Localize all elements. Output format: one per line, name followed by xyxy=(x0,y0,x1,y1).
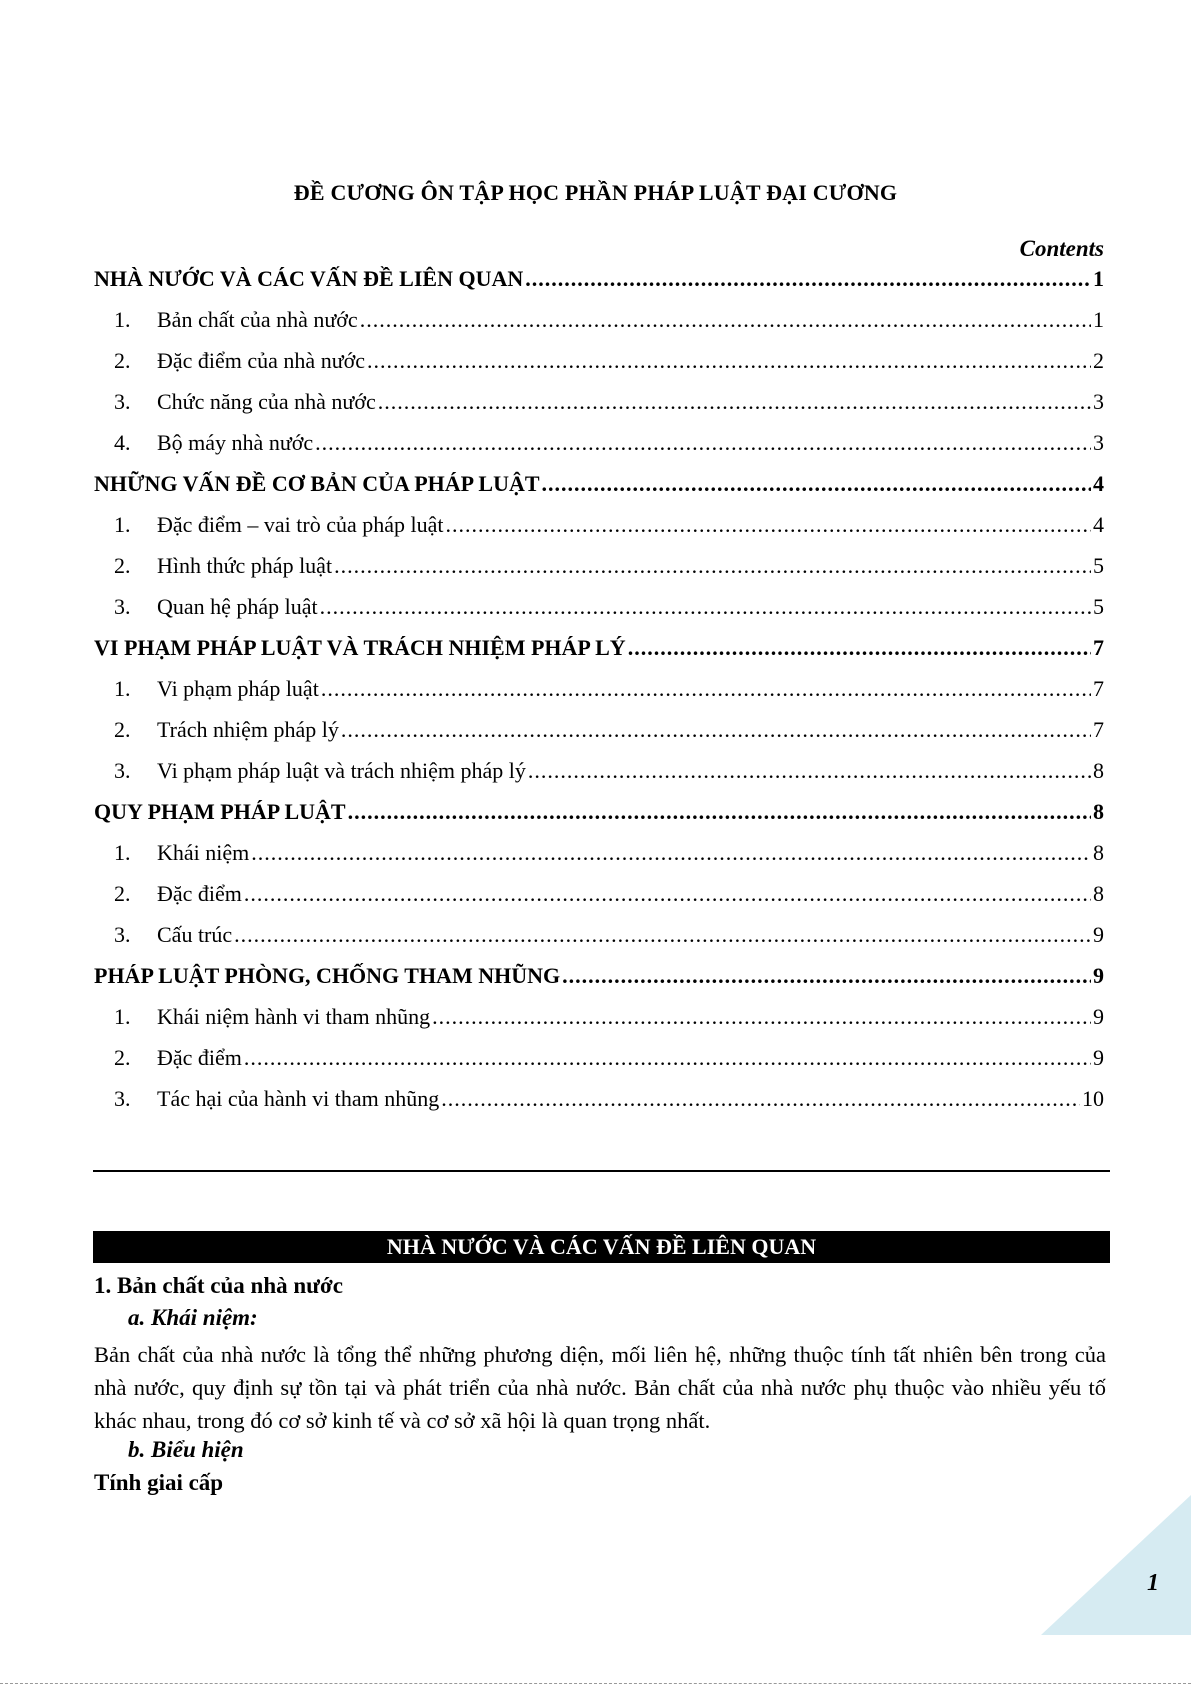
toc-entry-number: 3. xyxy=(114,922,131,947)
toc-entry-title: PHÁP LUẬT PHÒNG, CHỐNG THAM NHŨNG xyxy=(94,963,561,988)
toc-page-number: 8 xyxy=(1093,799,1104,824)
toc-subentry[interactable] xyxy=(94,1086,1104,1127)
toc-dot-leader xyxy=(320,594,1091,620)
toc-entry-number: 1. xyxy=(114,307,131,332)
toc-entry-title: Vi phạm pháp luật xyxy=(157,676,319,701)
toc-page-number: 7 xyxy=(1093,635,1104,660)
toc-section-entry[interactable] xyxy=(94,635,1104,676)
toc-page-number: 4 xyxy=(1093,471,1104,496)
toc-page-number: 10 xyxy=(1082,1086,1104,1111)
document-title: ĐỀ CƯƠNG ÔN TẬP HỌC PHẦN PHÁP LUẬT ĐẠI CƯƠNG xyxy=(293,180,898,205)
toc-dot-leader xyxy=(348,799,1091,825)
toc-subentry[interactable] xyxy=(94,717,1104,758)
toc-page-number: 1 xyxy=(1093,266,1104,291)
toc-entry-number: 1. xyxy=(114,1004,131,1029)
toc-subentry[interactable] xyxy=(94,348,1104,389)
subheading-b: b. Biểu hiện xyxy=(128,1437,244,1462)
toc-dot-leader xyxy=(562,963,1091,989)
page-bottom-edge xyxy=(0,1683,1191,1684)
horizontal-divider xyxy=(93,1170,1110,1172)
contents-label: Contents xyxy=(1019,236,1104,261)
toc-dot-leader xyxy=(234,922,1091,948)
toc-page-number: 8 xyxy=(1093,758,1104,783)
toc-entry-title: QUY PHẠM PHÁP LUẬT xyxy=(94,799,346,824)
toc-dot-leader xyxy=(378,389,1091,415)
toc-section-entry[interactable] xyxy=(94,799,1104,840)
toc-page-number: 9 xyxy=(1093,922,1104,947)
toc-section-entry[interactable] xyxy=(94,963,1104,1004)
subheading-a: a. Khái niệm: xyxy=(128,1305,258,1330)
toc-dot-leader xyxy=(446,512,1091,538)
toc-entry-number: 1. xyxy=(114,840,131,865)
toc-page-number: 8 xyxy=(1093,881,1104,906)
toc-subentry[interactable] xyxy=(94,553,1104,594)
toc-dot-leader xyxy=(251,840,1091,866)
toc-entry-title: Đặc điểm xyxy=(157,1045,242,1070)
toc-subentry[interactable] xyxy=(94,758,1104,799)
toc-subentry[interactable] xyxy=(94,594,1104,635)
toc-dot-leader xyxy=(341,717,1091,743)
page-number: 1 xyxy=(1147,1570,1159,1596)
toc-entry-title: Bản chất của nhà nước xyxy=(157,307,358,332)
toc-entry-number: 2. xyxy=(114,1045,131,1070)
toc-subentry[interactable] xyxy=(94,1004,1104,1045)
toc-entry-number: 3. xyxy=(114,594,131,619)
toc-entry-title: Khái niệm xyxy=(157,840,250,865)
toc-entry-title: Chức năng của nhà nước xyxy=(157,389,376,414)
toc-dot-leader xyxy=(315,430,1091,456)
toc-subentry[interactable] xyxy=(94,922,1104,963)
toc-entry-title: Vi phạm pháp luật và trách nhiệm pháp lý xyxy=(157,758,526,783)
toc-dot-leader xyxy=(628,635,1091,661)
toc-entry-number: 1. xyxy=(114,512,131,537)
toc-page-number: 7 xyxy=(1093,717,1104,742)
toc-dot-leader xyxy=(441,1086,1080,1112)
toc-page-number: 7 xyxy=(1093,676,1104,701)
toc-dot-leader xyxy=(525,266,1091,292)
toc-subentry[interactable] xyxy=(94,1045,1104,1086)
toc-entry-title: Đặc điểm xyxy=(157,881,242,906)
toc-entry-number: 2. xyxy=(114,348,131,373)
toc-entry-number: 3. xyxy=(114,1086,131,1111)
toc-entry-number: 3. xyxy=(114,758,131,783)
toc-entry-title: VI PHẠM PHÁP LUẬT VÀ TRÁCH NHIỆM PHÁP LÝ xyxy=(94,635,626,660)
toc-entry-title: Tác hại của hành vi tham nhũng xyxy=(157,1086,440,1111)
toc-dot-leader xyxy=(244,1045,1091,1071)
toc-page-number: 9 xyxy=(1093,1004,1104,1029)
toc-page-number: 9 xyxy=(1093,1045,1104,1070)
toc-dot-leader xyxy=(321,676,1091,702)
toc-entry-number: 3. xyxy=(114,389,131,414)
toc-page-number: 8 xyxy=(1093,840,1104,865)
section-banner: NHÀ NƯỚC VÀ CÁC VẤN ĐỀ LIÊN QUAN xyxy=(93,1231,1110,1263)
toc-subentry[interactable] xyxy=(94,676,1104,717)
toc-entry-number: 1. xyxy=(114,676,131,701)
toc-page-number: 3 xyxy=(1093,389,1104,414)
toc-page-number: 4 xyxy=(1093,512,1104,537)
toc-entry-title: Bộ máy nhà nước xyxy=(157,430,314,455)
toc-dot-leader xyxy=(528,758,1091,784)
toc-entry-title: Quan hệ pháp luật xyxy=(157,594,318,619)
toc-subentry[interactable] xyxy=(94,881,1104,922)
bold-heading: Tính giai cấp xyxy=(94,1470,224,1495)
toc-dot-leader xyxy=(334,553,1091,579)
toc-subentry[interactable] xyxy=(94,512,1104,553)
corner-triangle xyxy=(1041,1495,1191,1635)
toc-page-number: 9 xyxy=(1093,963,1104,988)
toc-page-number: 5 xyxy=(1093,594,1104,619)
page-corner-decoration xyxy=(1041,1495,1191,1635)
toc-subentry[interactable] xyxy=(94,389,1104,430)
toc-entry-title: Khái niệm hành vi tham nhũng xyxy=(157,1004,431,1029)
toc-entry-number: 2. xyxy=(114,553,131,578)
toc-entry-title: Đặc điểm của nhà nước xyxy=(157,348,366,373)
toc-entry-title: NHÀ NƯỚC VÀ CÁC VẤN ĐỀ LIÊN QUAN xyxy=(94,266,524,291)
toc-page-number: 1 xyxy=(1093,307,1104,332)
toc-section-entry[interactable] xyxy=(94,266,1104,307)
toc-entry-number: 2. xyxy=(114,717,131,742)
toc-entry-title: Đặc điểm – vai trò của pháp luật xyxy=(157,512,444,537)
table-of-contents xyxy=(94,266,1104,1127)
toc-subentry[interactable] xyxy=(94,430,1104,471)
toc-page-number: 3 xyxy=(1093,430,1104,455)
toc-subentry[interactable] xyxy=(94,307,1104,348)
toc-dot-leader xyxy=(360,307,1091,333)
toc-entry-number: 4. xyxy=(114,430,131,455)
toc-subentry[interactable] xyxy=(94,840,1104,881)
toc-entry-title: Hình thức pháp luật xyxy=(157,553,333,578)
body-paragraph: Bản chất của nhà nước là tổng thể những phương diện, mối liên hệ, những thuộc tính tất nhiên bên trong của nhà nước, quy định sự tồn tại và phát triển của nhà nước. Bản chất của nhà nước phụ thuộc vào nhiều yếu tố khác nhau, trong đó cơ sở kinh tế và cơ sở xã hội là quan trọng nhất. xyxy=(94,1342,1106,1433)
toc-dot-leader xyxy=(432,1004,1091,1030)
toc-page-number: 2 xyxy=(1093,348,1104,373)
toc-page-number: 5 xyxy=(1093,553,1104,578)
toc-section-entry[interactable] xyxy=(94,471,1104,512)
toc-entry-title: NHỮNG VẤN ĐỀ CƠ BẢN CỦA PHÁP LUẬT xyxy=(94,471,540,496)
section-heading: 1. Bản chất của nhà nước xyxy=(94,1273,343,1298)
toc-dot-leader xyxy=(542,471,1091,497)
toc-entry-number: 2. xyxy=(114,881,131,906)
toc-dot-leader xyxy=(367,348,1091,374)
toc-entry-title: Trách nhiệm pháp lý xyxy=(157,717,339,742)
toc-dot-leader xyxy=(244,881,1091,907)
toc-entry-title: Cấu trúc xyxy=(157,922,233,947)
